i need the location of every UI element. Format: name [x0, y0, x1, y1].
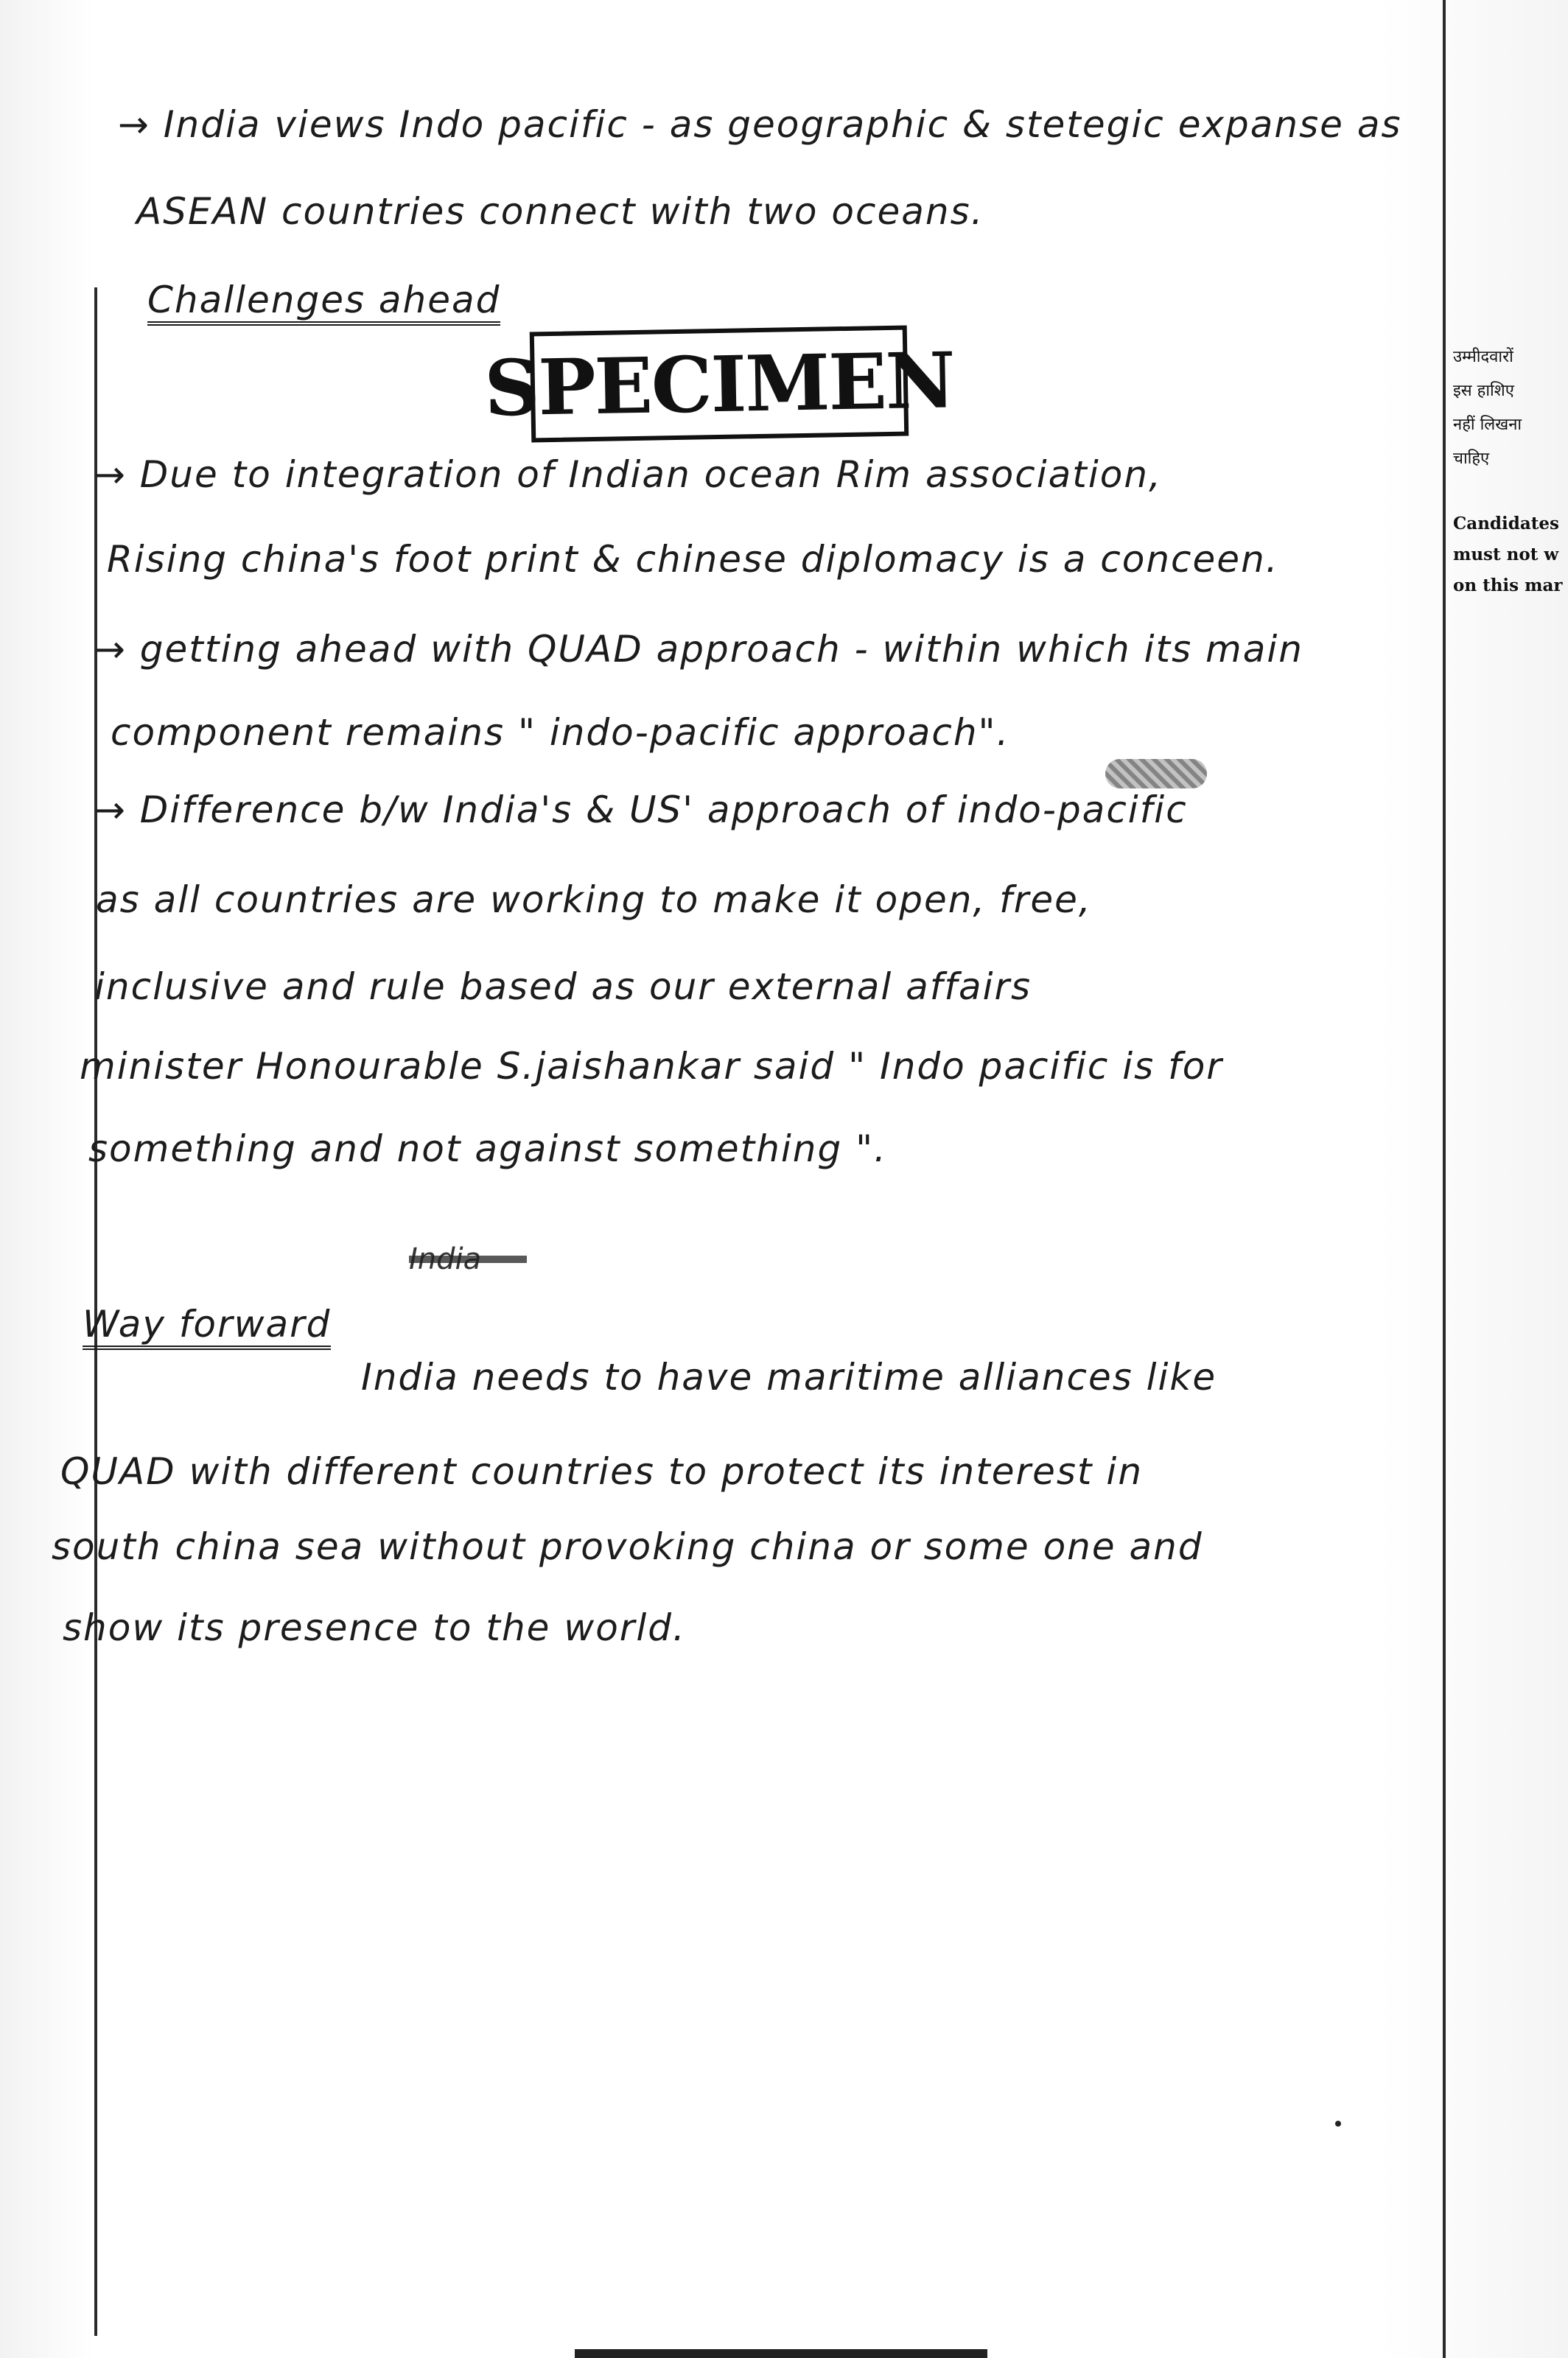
ink-dot [1335, 2121, 1341, 2127]
heading-way-forward: Way forward [83, 1303, 331, 1350]
specimen-stamp: SPECIMEN [530, 326, 909, 443]
margin-english-line: on this mar [1453, 575, 1563, 595]
struck-out-word [409, 1242, 534, 1278]
right-margin-line [1443, 0, 1446, 2358]
margin-hindi-line: इस हाशिए [1453, 382, 1514, 400]
text-line-6: → getting ahead with QUAD approach - within which its main [94, 628, 1303, 671]
margin-english-line: Candidates [1453, 514, 1559, 533]
margin-note-english [1453, 508, 1568, 601]
text-line-16: south china sea without provoking china or some one and [52, 1525, 1203, 1568]
text-line-8: → Difference b/w India's & US' approach of indo-pacific [94, 788, 1188, 831]
text-line-15: QUAD with different countries to protect its interest in [60, 1450, 1144, 1493]
margin-hindi-line: उम्मीदवारों [1453, 348, 1513, 366]
text-line-11: minister Honourable S.jaishankar said " Indo pacific is for [80, 1045, 1223, 1088]
heading-challenges-ahead: Challenges ahead [147, 279, 500, 326]
text-line-12: something and not against something ". [88, 1127, 888, 1170]
text-line-9: as all countries are working to make it open, free, [96, 878, 1092, 921]
text-line-2: ASEAN countries connect with two oceans. [136, 190, 984, 233]
margin-hindi-line: चाहिए [1453, 449, 1490, 468]
margin-hindi-line: नहीं लिखना [1453, 416, 1522, 434]
text-line-10: inclusive and rule based as our external affairs [94, 965, 1032, 1008]
bottom-edge-bar [575, 2349, 987, 2358]
text-line-7: component remains " indo-pacific approach". [111, 711, 1010, 754]
text-line-5: Rising china's foot print & chinese diplomacy is a conceen. [107, 538, 1279, 581]
text-line-4: → Due to integration of Indian ocean Rim association, [94, 453, 1162, 496]
margin-note-hindi [1453, 340, 1568, 476]
crossed-out-word [1105, 759, 1207, 788]
margin-english-line: must not w [1453, 545, 1559, 564]
text-line-14: India needs to have maritime alliances like [361, 1356, 1217, 1399]
strike-bar [409, 1256, 527, 1263]
text-line-17: show its presence to the world. [63, 1606, 686, 1649]
text-line-1: → India views Indo pacific - as geographic & stetegic expanse as [118, 103, 1402, 146]
